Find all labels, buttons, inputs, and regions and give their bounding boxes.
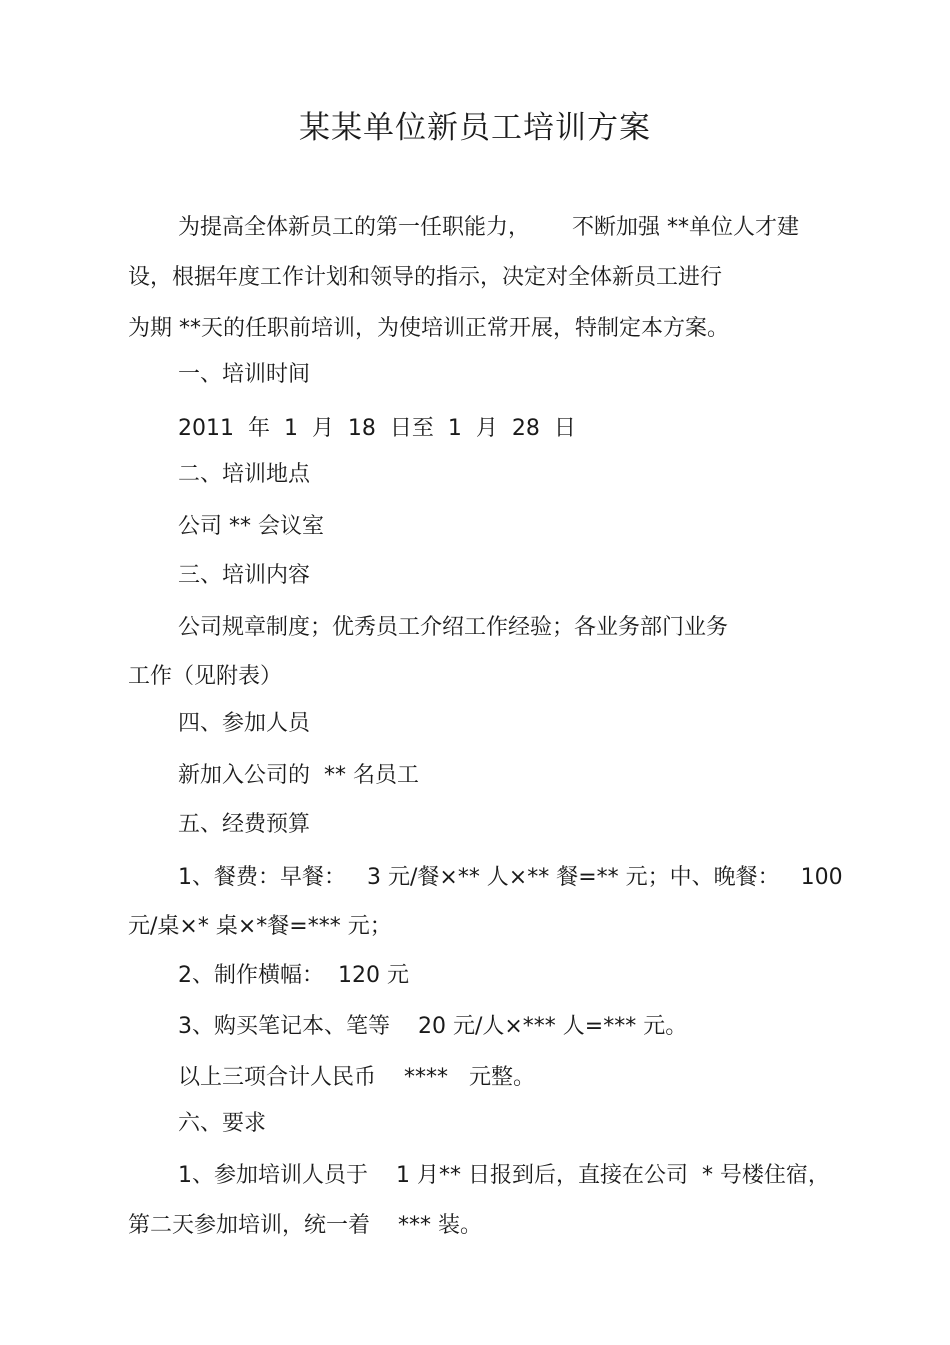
document-title: 某某单位新员工培训方案 xyxy=(299,110,651,146)
section-heading-location: 二、培训地点 xyxy=(178,462,311,487)
section-heading-time: 一、培训时间 xyxy=(178,362,311,387)
training-content-line-2: 工作（见附表） xyxy=(128,664,283,689)
training-location: 公司 ** 会议室 xyxy=(178,514,324,539)
section-heading-requirements: 六、要求 xyxy=(178,1111,267,1136)
requirement-1-line-1: 1、参加培训人员于 1 月** 日报到后，直接在公司 * 号楼住宿， xyxy=(178,1163,830,1188)
section-heading-budget: 五、经费预算 xyxy=(178,812,311,837)
section-heading-participants: 四、参加人员 xyxy=(178,711,311,736)
participants-text: 新加入公司的 ** 名员工 xyxy=(178,763,419,788)
training-content-line-1: 公司规章制度；优秀员工介绍工作经验；各业务部门业务 xyxy=(178,615,729,640)
intro-paragraph-line-3: 为期 **天的任职前培训，为使培训正常开展，特制定本方案。 xyxy=(128,316,729,341)
budget-item-meals-line-1: 1、餐费：早餐： 3 元/餐×** 人×** 餐=** 元；中、晚餐： 100 xyxy=(178,865,843,890)
section-heading-content: 三、培训内容 xyxy=(178,563,311,588)
budget-item-stationery: 3、购买笔记本、笔等 20 元/人×*** 人=*** 元。 xyxy=(178,1014,688,1039)
training-date: 2011 年 1 月 18 日至 1 月 28 日 xyxy=(178,416,576,441)
budget-total: 以上三项合计人民币 **** 元整。 xyxy=(178,1065,535,1090)
intro-paragraph-line-1: 为提高全体新员工的第一任职能力， 不断加强 **单位人才建 xyxy=(178,215,799,240)
budget-item-banner: 2、制作横幅： 120 元 xyxy=(178,963,409,988)
intro-paragraph-line-2: 设，根据年度工作计划和领导的指示，决定对全体新员工进行 xyxy=(128,265,723,290)
budget-item-meals-line-2: 元/桌×* 桌×*餐=*** 元； xyxy=(128,914,392,939)
requirement-1-line-2: 第二天参加培训，统一着 *** 装。 xyxy=(128,1213,482,1238)
